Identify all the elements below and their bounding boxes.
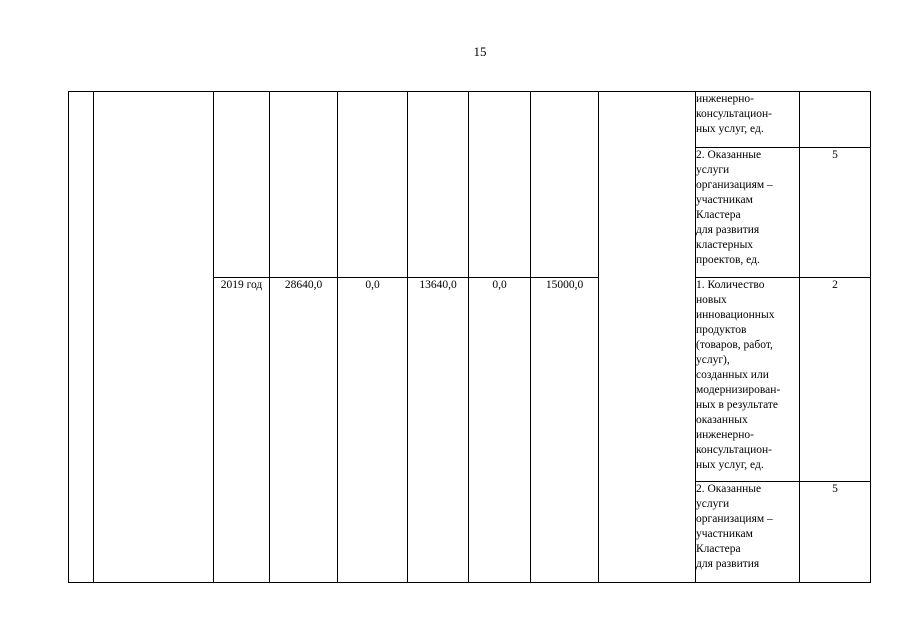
indicator-text: 2. Оказанные: [696, 149, 762, 161]
indicator-text: ных услуг, ед.: [696, 459, 764, 471]
amount-regional-cell: 13640,0: [408, 278, 469, 583]
indicator-text: инженерно-: [696, 93, 754, 105]
executor-cell: [599, 92, 696, 583]
amount-regional-cell: [408, 92, 469, 278]
indicator-text: инженерно-: [696, 429, 754, 441]
indicator-text: кластерных: [696, 239, 754, 251]
amount-local-cell: 0,0: [469, 278, 531, 583]
amount-total-cell: [270, 92, 338, 278]
year-cell: [214, 92, 270, 278]
amount-other-cell: [531, 92, 599, 278]
indicator-value-cell: 5: [800, 482, 871, 583]
indicator-cell: [696, 278, 800, 482]
indicator-text: консультацион-: [696, 444, 772, 456]
indicator-text: ных в результате: [696, 399, 778, 411]
indicator-value-cell: 2: [800, 278, 871, 482]
indicator-text: ных услуг, ед.: [696, 123, 764, 135]
indicator-cell: [696, 482, 800, 583]
amount-total-cell: 28640,0: [270, 278, 338, 583]
indicator-text: услуги: [696, 164, 730, 176]
indicator-text: новых: [696, 294, 727, 306]
indicator-text: организациям –: [696, 179, 773, 191]
indicator-text: участникам: [696, 194, 753, 206]
page-number: 15: [473, 44, 487, 59]
number-cell: [69, 92, 94, 583]
indicator-text: (товаров, работ,: [696, 339, 773, 351]
indicator-text: Кластера: [696, 543, 741, 555]
indicator-value-cell: [800, 92, 871, 148]
indicator-text: 1. Количество: [696, 279, 765, 291]
indicator-text: для развития: [696, 224, 760, 236]
indicator-text: инновационных: [696, 309, 775, 321]
amount-local-cell: [469, 92, 531, 278]
indicator-text: Кластера: [696, 209, 741, 221]
indicator-text: организациям –: [696, 513, 773, 525]
indicator-text: 2. Оказанные: [696, 483, 762, 495]
indicator-text: модернизирован-: [696, 384, 781, 396]
table-row: [69, 92, 871, 148]
indicator-value-cell: 5: [800, 148, 871, 278]
indicator-text: консультацион-: [696, 108, 772, 120]
program-table: [68, 91, 871, 583]
amount-federal-cell: [338, 92, 408, 278]
indicator-text: услуги: [696, 498, 730, 510]
measure-name-cell: [94, 92, 214, 583]
year-cell: 2019 год: [214, 278, 270, 583]
indicator-text: участникам: [696, 528, 753, 540]
amount-other-cell: 15000,0: [531, 278, 599, 583]
indicator-text: оказанных: [696, 414, 748, 426]
indicator-text: услуг),: [696, 354, 730, 366]
amount-federal-cell: 0,0: [338, 278, 408, 583]
indicator-text: проектов, ед.: [696, 254, 760, 266]
indicator-cell: [696, 92, 800, 148]
indicator-text: для развития: [696, 558, 760, 570]
indicator-text: созданных или: [696, 369, 769, 381]
indicator-text: продуктов: [696, 324, 747, 336]
indicator-cell: [696, 148, 800, 278]
